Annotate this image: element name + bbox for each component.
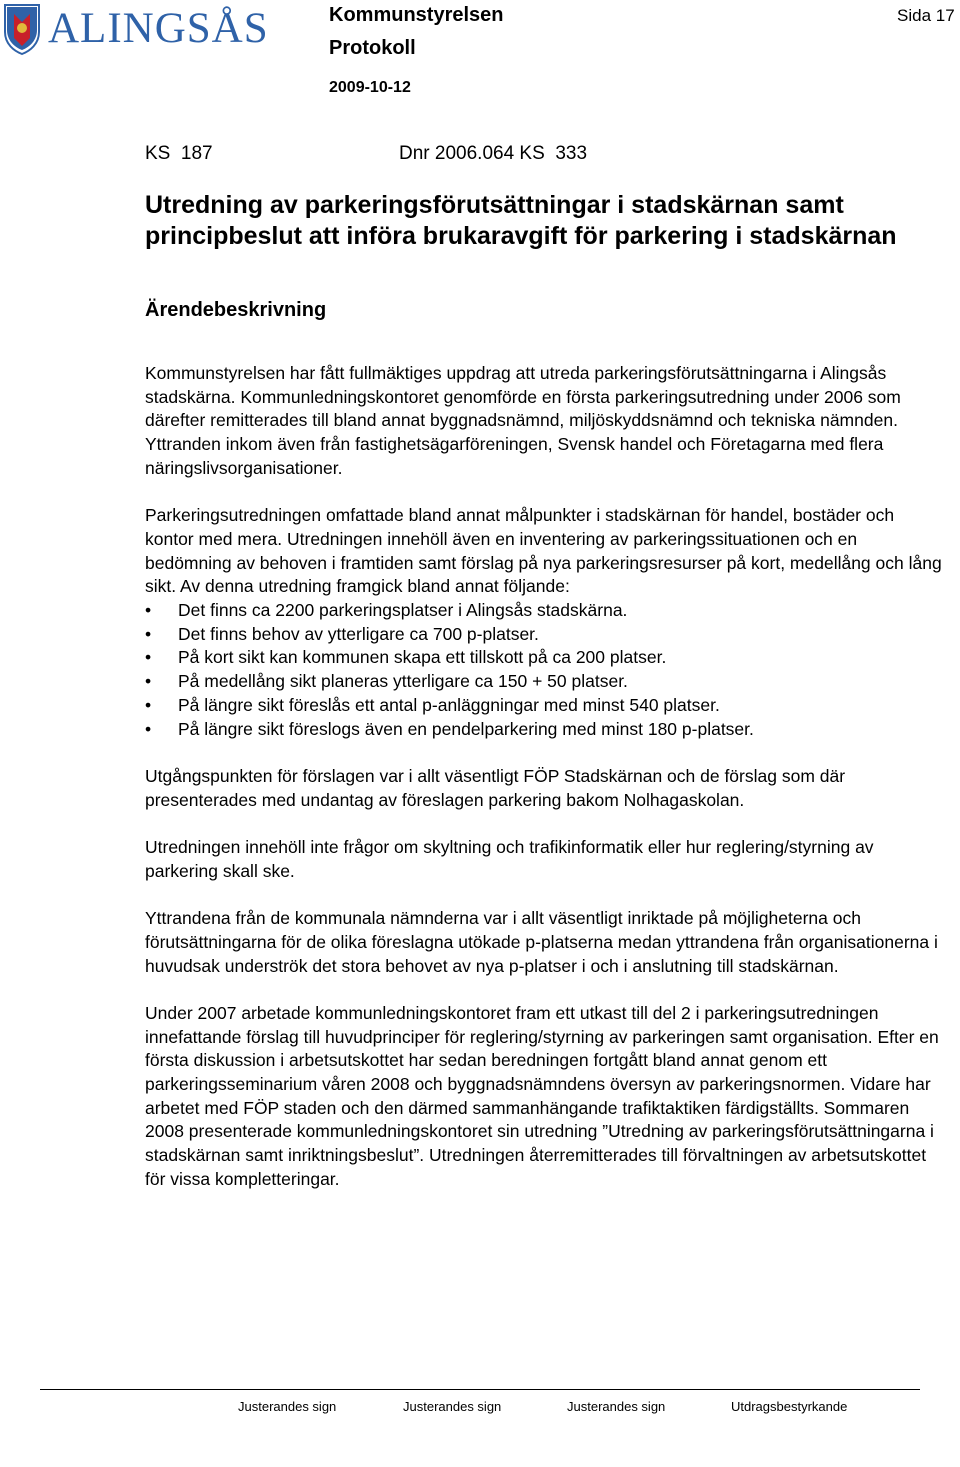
page-number: Sida 17 xyxy=(897,6,955,25)
municipality-logo xyxy=(2,2,269,60)
document-type: Protokoll xyxy=(329,37,416,59)
section-heading: Ärendebeskrivning xyxy=(145,299,327,321)
extract-certification-field: Utdragsbestyrkande xyxy=(731,1399,848,1414)
list-item-text: Det finns behov av ytterligare ca 700 p-platser. xyxy=(178,623,539,644)
list-item xyxy=(145,623,945,647)
list-item xyxy=(145,718,945,742)
list-item-text: På medellång sikt planeras ytterligare ca 150 + 50 platser. xyxy=(178,671,628,692)
document-body xyxy=(145,362,945,1215)
footer-divider xyxy=(40,1389,920,1390)
bullet-icon: • xyxy=(145,671,152,692)
meeting-date: 2009-10-12 xyxy=(329,79,411,96)
paragraph: Parkeringsutredningen omfattade bland annat målpunkter i stadskärnan för handel, bostäder och kontor med mera. Utredningen innehöll även en inventering av parkeringssituationen och en bedömning av behoven i framtiden samt förslag på nya parkeringsresurser på kort, medellång och lång sikt. Av denna utredning framgick bland annat följande: xyxy=(145,505,942,597)
list-item xyxy=(145,646,945,670)
paragraph: Kommunstyrelsen har fått fullmäktiges uppdrag att utreda parkeringsförutsättningarna i Alingsås stadskärna. Kommunledningskontoret genomförde en första parkeringsutredning under 2006 som därefter remitterades till bland annat byggnadsnämnd, miljöskyddsnämnd och tekniska nämnden. Yttranden inkom även från fastighetsägarföreningen, Svensk handel och Företagarna med flera näringslivsorganisationer. xyxy=(145,363,901,478)
paragraph: Utgångspunkten för förslagen var i allt väsentligt FÖP Stadskärnan och de förslag som där presenterades med undantag av föreslagen parkering bakom Nolhagaskolan. xyxy=(145,765,846,810)
bullet-icon: • xyxy=(145,647,152,668)
list-item xyxy=(145,694,945,718)
bullet-icon: • xyxy=(145,623,152,644)
list-item xyxy=(145,670,945,694)
list-item xyxy=(145,599,945,623)
paragraph: Under 2007 arbetade kommunledningskontoret fram ett utkast till del 2 i parkeringsutredningen innefattande förslag till huvudprinciper för reglering/styrning av parkeringen samt organisation. Efter en första diskussion i arbetsutskottet har sedan beredningen fortgått bland annat genom ett parkeringsseminarium våren 2008 och byggnadsnämndens översyn av parkeringsnormen. Vidare har arbetet med FÖP staden och den därmed sammanhängande trafiktaktiken färdigställts. Sommaren 2008 presenterade kommunledningskontoret sin utredning ”Utredning av parkeringsförutsättningarna i stadskärnan samt inriktningsbeslut”. Utredningen återremitterades till förvaltningen av arbetsutskottet för vissa kompletteringar. xyxy=(145,1002,939,1189)
list-item-text: På längre sikt föreslogs även en pendelparkering med minst 180 p-platser. xyxy=(178,718,754,739)
logo-wordmark: ALINGSÅS xyxy=(48,5,269,52)
list-item-text: På kort sikt kan kommunen skapa ett tillskott på ca 200 platser. xyxy=(178,647,667,668)
list-item-text: Det finns ca 2200 parkeringsplatser i Alingsås stadskärna. xyxy=(178,600,628,621)
paragraph: Utredningen innehöll inte frågor om skyltning och trafikinformatik eller hur reglering/styrning av parkering skall ske. xyxy=(145,837,874,881)
bullet-icon: • xyxy=(145,718,152,739)
case-number: KS 187 xyxy=(145,143,213,164)
diary-number: Dnr 2006.064 KS 333 xyxy=(399,143,588,164)
document-title: Utredning av parkeringsförutsättningar i stadskärnan samt principbeslut att införa brukaravgift för parkering i stadskärnan xyxy=(145,191,897,250)
signature-field-3: Justerandes sign xyxy=(567,1399,666,1414)
bullet-icon: • xyxy=(145,600,152,621)
organization-name: Kommunstyrelsen xyxy=(329,4,504,26)
signature-field-1: Justerandes sign xyxy=(238,1399,337,1414)
paragraph: Yttrandena från de kommunala nämnderna var i allt väsentligt inriktade på möjligheterna och förutsättningarna för de olika föreslagna utökade p-platserna medan yttrandena från organisationerna i huvudsak underströk det stora behovet av nya p-platser i och i anslutning till stadskärnan. xyxy=(145,908,938,976)
case-identifiers xyxy=(145,143,588,165)
list-item-text: På längre sikt föreslås ett antal p-anläggningar med minst 540 platser. xyxy=(178,694,720,715)
findings-list xyxy=(145,599,945,741)
signature-field-2: Justerandes sign xyxy=(403,1399,502,1414)
bullet-icon: • xyxy=(145,694,152,715)
coat-of-arms-icon xyxy=(2,2,42,56)
